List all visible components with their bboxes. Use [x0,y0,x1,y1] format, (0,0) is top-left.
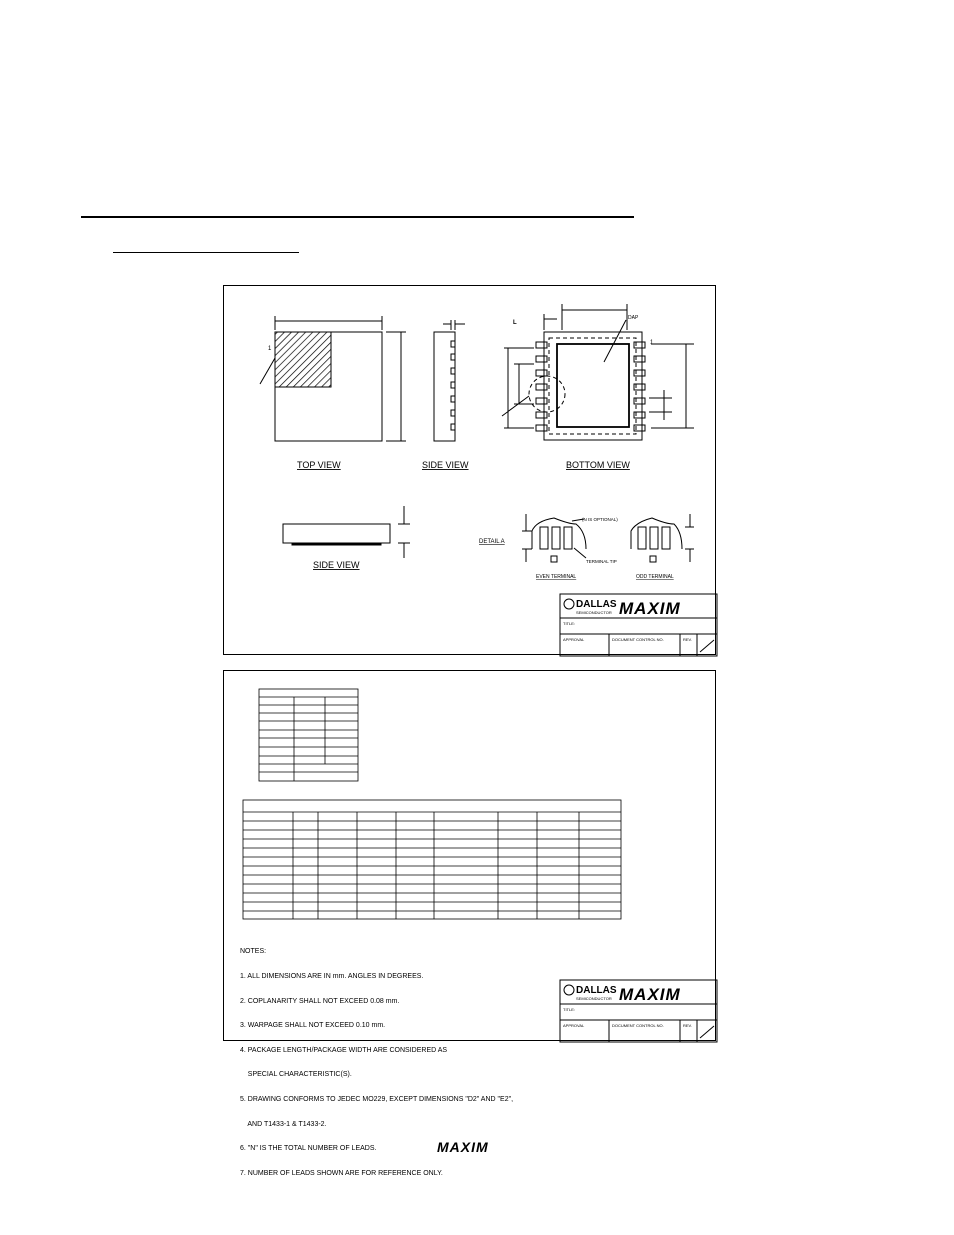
note-line: 2. COPLANARITY SHALL NOT EXCEED 0.08 mm. [240,997,400,1005]
note-line: 6. "N" IS THE TOTAL NUMBER OF LEADS. [240,1145,377,1153]
note-line: 4. PACKAGE LENGTH/PACKAGE WIDTH ARE CONSIDERED AS [240,1046,448,1054]
side-view-2-caption: SIDE VIEW [313,560,360,570]
approval-label-1: APPROVAL [563,637,585,642]
odd-terminal-label: ODD TERMINAL [636,574,674,580]
top-view [260,316,406,441]
brand-logo-1: MAXIM [619,599,681,618]
optional-label: (N IS OPTIONAL) [582,517,618,522]
pin1-label: 1 [268,346,272,352]
title-label-2: TITLE: [563,1007,576,1012]
note-line: SPECIAL CHARACTERISTIC(S). [240,1071,352,1079]
dap-label: DAP [628,315,639,321]
note-line: AND T1433-1 & T1433-2. [240,1120,327,1128]
common-dimensions-table [259,689,358,781]
terminal-tip-label: TERMINAL TIP [586,559,617,564]
dim-l-label: L [513,320,517,326]
pin1-bottom-label: 1 [650,340,654,346]
side-view-1-caption: SIDE VIEW [422,460,469,470]
company-sub-2: SEMICONDUCTOR [576,996,612,1001]
bottom-view-caption: BOTTOM VIEW [566,460,630,470]
note-line: 3. WARPAGE SHALL NOT EXCEED 0.10 mm. [240,1022,386,1030]
note-line: 7. NUMBER OF LEADS SHOWN ARE FOR REFERENCE ONLY. [240,1169,443,1177]
company-name-2: DALLAS [576,985,617,996]
side-view-1 [434,320,465,441]
note-line: 1. ALL DIMENSIONS ARE IN mm. ANGLES IN DEGREES. [240,973,424,981]
approval-label-2: APPROVAL [563,1023,585,1028]
section-underline [113,252,299,253]
bottom-view [502,304,694,440]
package-variations-table [243,800,621,919]
rev-label-1: REV. [683,637,692,642]
company-name-1: DALLAS [576,599,617,610]
package-drawing-frame [223,285,716,655]
title-label-1: TITLE: [563,621,576,626]
even-terminal-label: EVEN TERMINAL [536,574,577,580]
side-view-2 [283,506,410,558]
doc-control-label-2: DOCUMENT CONTROL NO. [612,1023,664,1028]
header-rule [81,216,634,218]
rev-label-2: REV. [683,1023,692,1028]
doc-control-label-1: DOCUMENT CONTROL NO. [612,637,664,642]
package-drawing [224,286,717,656]
notes-heading: NOTES: [240,948,267,956]
company-sub-1: SEMICONDUCTOR [576,610,612,615]
footer-brand-text: MAXIM [437,1139,489,1155]
note-line: 5. DRAWING CONFORMS TO JEDEC MO229, EXCEPT DIMENSIONS "D2" AND "E2", [240,1096,514,1104]
detail-a-label: DETAIL A [479,539,505,545]
brand-logo-2: MAXIM [619,985,681,1004]
top-view-caption: TOP VIEW [297,460,341,470]
footer-brand-logo [437,1139,499,1154]
